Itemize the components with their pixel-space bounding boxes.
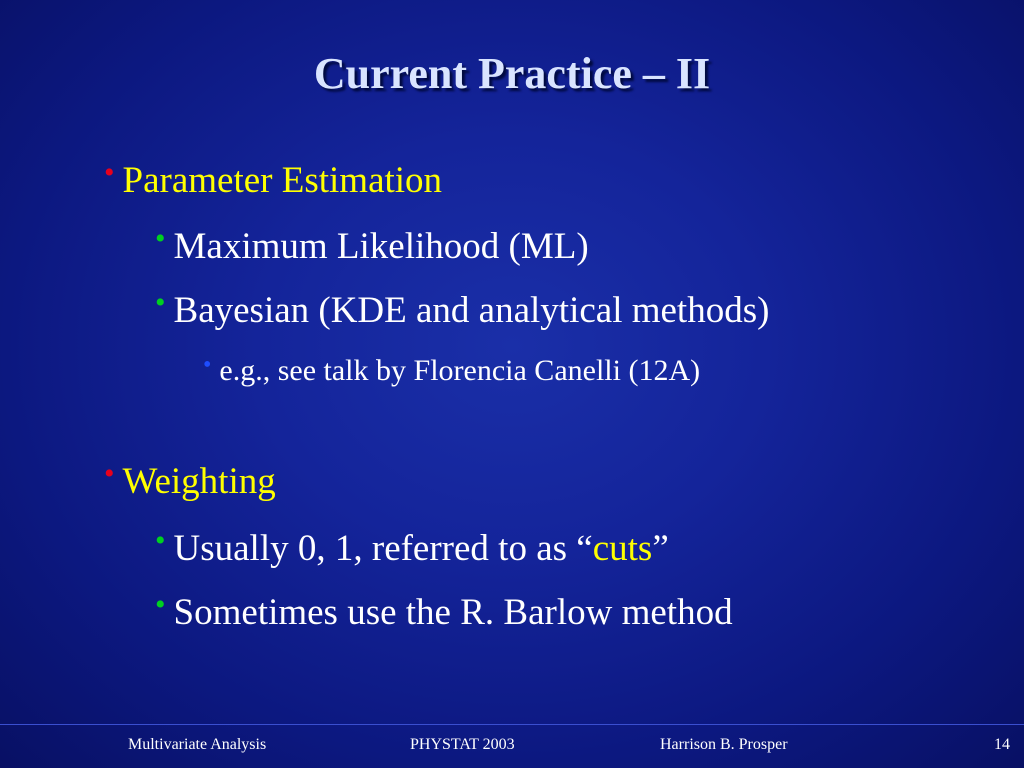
sub-sub-bullet-text: e.g., see talk by Florencia Canelli (12A): [219, 354, 701, 387]
sub-sub-bullet-canelli-talk: [203, 352, 701, 387]
bullet-text: Parameter Estimation: [122, 160, 443, 201]
red-bullet-icon: •: [104, 457, 115, 490]
bullet-text: Weighting: [122, 461, 276, 502]
red-bullet-icon: •: [104, 156, 115, 189]
page-number: 14: [994, 736, 1010, 753]
sub-bullet-text-after: ”: [652, 528, 669, 569]
sub-bullet-text: Maximum Likelihood (ML): [173, 226, 589, 267]
sub-bullet-bayesian: [155, 286, 770, 331]
sub-bullet-barlow-method: [155, 588, 733, 633]
footer-left: Multivariate Analysis: [128, 736, 267, 753]
footer-divider: [0, 724, 1024, 725]
sub-bullet-usually-cuts: [155, 524, 669, 569]
bullet-weighting: [104, 457, 276, 502]
green-bullet-icon: •: [155, 524, 166, 557]
cuts-highlight: cuts: [592, 528, 653, 569]
footer-center: PHYSTAT 2003: [410, 736, 515, 753]
green-bullet-icon: •: [155, 588, 166, 621]
green-bullet-icon: •: [155, 222, 166, 255]
green-bullet-icon: •: [155, 286, 166, 319]
sub-bullet-maximum-likelihood: [155, 222, 589, 267]
sub-bullet-text: Bayesian (KDE and analytical methods): [173, 290, 770, 331]
sub-bullet-text-before: Usually 0, 1, referred to as “: [173, 528, 593, 569]
footer-right: Harrison B. Prosper: [660, 736, 788, 753]
slide-title: Current Practice – II: [313, 49, 711, 98]
sub-bullet-text: Sometimes use the R. Barlow method: [173, 592, 733, 633]
blue-bullet-icon: •: [203, 352, 212, 378]
bullet-parameter-estimation: [104, 156, 443, 201]
